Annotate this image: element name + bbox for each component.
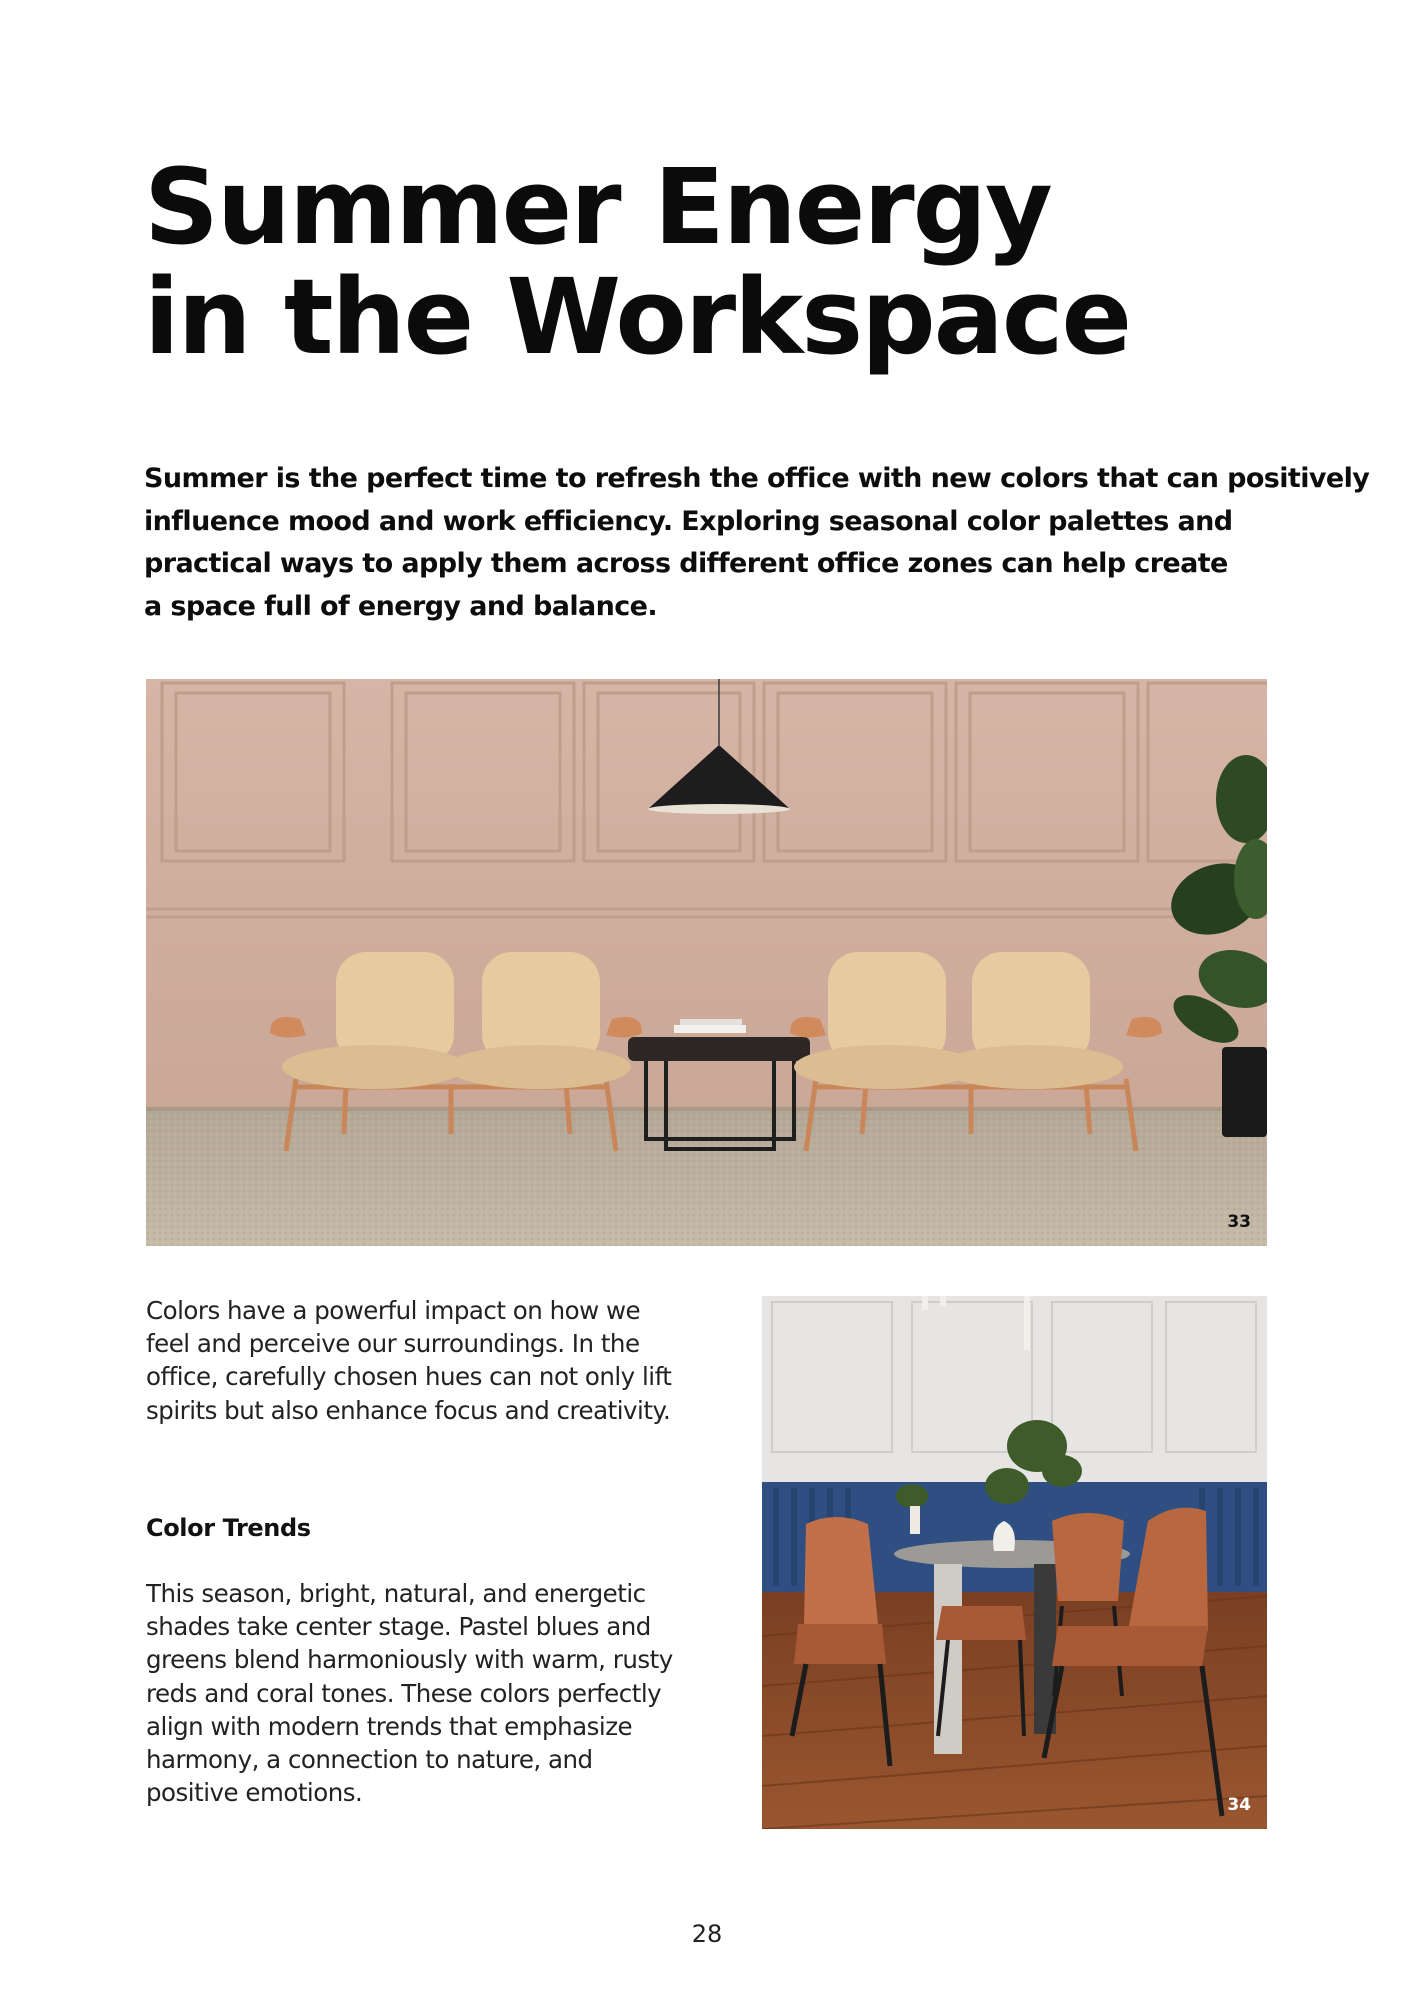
paragraph-line: feel and perceive our surroundings. In the: [146, 1329, 640, 1359]
lounge-illustration: [146, 679, 1267, 1246]
paragraph-line: spirits but also enhance focus and creativity.: [146, 1395, 671, 1425]
section-heading: Color Trends: [146, 1514, 311, 1542]
photo-number: 33: [1227, 1212, 1251, 1232]
paragraph-line: office, carefully chosen hues can not only lift: [146, 1362, 672, 1392]
title-line-2: in the Workspace: [144, 256, 1131, 378]
paragraph-line: positive emotions.: [146, 1778, 363, 1808]
title-line-1: Summer Energy: [144, 146, 1051, 268]
color-trends-paragraph: [146, 1577, 706, 1809]
intro-line: practical ways to apply them across different office zones can help create: [144, 548, 1228, 579]
paragraph-line: Colors have a powerful impact on how we: [146, 1296, 641, 1325]
paragraph-line: align with modern trends that emphasize: [146, 1711, 633, 1741]
intro-line: Summer is the perfect time to refresh the office with new colors that can positively: [144, 463, 1370, 494]
paragraph-line: harmony, a connection to nature, and: [146, 1745, 593, 1775]
intro-paragraph: [144, 458, 1370, 628]
paragraph-line: This season, bright, natural, and energetic: [146, 1579, 646, 1608]
paragraph-line: greens blend harmoniously with warm, rusty: [146, 1645, 673, 1675]
photo-number: 34: [1227, 1795, 1251, 1815]
paragraph-line: shades take center stage. Pastel blues and: [146, 1612, 651, 1642]
intro-body-paragraph: [146, 1294, 706, 1427]
intro-line: a space full of energy and balance.: [144, 590, 658, 622]
page-number: 28: [691, 1920, 723, 1948]
dining-photo: [762, 1296, 1267, 1829]
dining-illustration: [762, 1296, 1267, 1829]
page-title: [144, 146, 1131, 378]
lounge-photo: [146, 679, 1267, 1246]
paragraph-line: reds and coral tones. These colors perfectly: [146, 1678, 662, 1708]
intro-line: influence mood and work efficiency. Exploring seasonal color palettes and: [144, 505, 1233, 537]
